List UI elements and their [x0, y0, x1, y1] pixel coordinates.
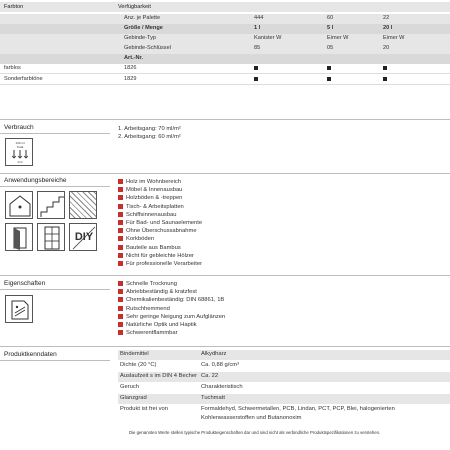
table-row: [118, 383, 450, 393]
consumption-icon: 130 ml Total 1m²: [5, 138, 33, 166]
bullet-icon: [118, 289, 123, 294]
list-item: Rutschhemmend: [118, 305, 170, 313]
table-row: [0, 75, 450, 85]
list-item: Holz im Wohnbereich: [118, 178, 181, 186]
row-key: Bindemittel: [120, 351, 149, 357]
list-item: Möbel & Innenausbau: [118, 186, 182, 194]
row-key: Geruch: [120, 384, 140, 390]
bullet-icon: [118, 330, 123, 335]
house-icon: [5, 191, 33, 219]
section-divider: [0, 275, 450, 276]
bullet-icon: [118, 306, 123, 311]
resistance-icon: [5, 295, 33, 323]
availability-mark: [383, 64, 387, 73]
bullet-icon: [118, 253, 123, 258]
list-item: Holzböden & -treppen: [118, 194, 182, 202]
section-underline: [0, 289, 110, 290]
table-row: [118, 361, 450, 371]
product-name: Sonderfarbtöne: [4, 76, 43, 82]
section-divider: [0, 346, 450, 347]
section-underline: [0, 133, 110, 134]
bullet-icon: [118, 322, 123, 327]
col-farbton: Farbton: [4, 4, 24, 10]
list-item: Ohne Überschussabnahme: [118, 227, 197, 235]
row-value: Charakteristisch: [201, 384, 243, 390]
eigenschaften-title: Eigenschaften: [4, 280, 46, 287]
col-verfuegbarkeit: Verfügbarkeit: [118, 4, 151, 10]
anwendung-title: Anwendungsbereiche: [4, 177, 67, 184]
window-icon: [37, 223, 65, 251]
list-item: Bauteile aus Bambus: [118, 244, 181, 252]
section-divider: [0, 119, 450, 120]
bullet-icon: [118, 314, 123, 319]
diy-icon: DIY: [69, 223, 97, 251]
verbrauch-line: 1. Arbeitsgang: 70 ml/m²: [118, 126, 181, 132]
table-row: Gebinde-Typ Kanister W Eimer W Eimer W: [0, 34, 450, 44]
list-item: Schwerentflammbar: [118, 329, 178, 337]
row-value: Ca. 0,88 g/cm³: [201, 362, 240, 368]
list-item: Sehr geringe Neigung zum Aufglänzen: [118, 313, 225, 321]
stairs-icon: [37, 191, 65, 219]
row-value-continued: Kohlenwasserstoffen und Butanonoxim: [201, 415, 302, 421]
list-item: Schiffsinnenausbau: [118, 211, 177, 219]
table-row: [118, 350, 450, 360]
table-row: Gebinde-Schlüssel 85 05 20: [0, 44, 450, 54]
availability-mark: [254, 75, 258, 84]
row-key: Glanzgrad: [120, 395, 147, 401]
list-item: Schnelle Trocknung: [118, 280, 177, 288]
row-value: Ca. 22: [201, 373, 219, 379]
availability-mark: [327, 64, 331, 73]
table-row: Anz. je Palette 444 60 22: [0, 14, 450, 24]
table-row: [0, 64, 450, 74]
table-row: Größe / Menge 1 l 5 l 20 l: [0, 24, 450, 34]
produktkenndaten-title: Produktkenndaten: [4, 351, 57, 358]
verbrauch-line: 2. Arbeitsgang: 60 ml/m²: [118, 134, 181, 140]
product-artnr: 1826: [124, 65, 137, 71]
table-row: [118, 372, 450, 382]
section-underline: [0, 360, 110, 361]
product-artnr: 1829: [124, 76, 137, 82]
availability-mark: [327, 75, 331, 84]
product-name: farblos: [4, 65, 21, 71]
row-value: Tuchmatt: [201, 395, 225, 401]
row-key: Dichte (20 °C): [120, 362, 157, 368]
section-divider: [0, 173, 450, 174]
list-item: Natürliche Optik und Haptik: [118, 321, 197, 329]
table-header: [0, 2, 450, 12]
list-item: Chemikalienbeständig: DIN 68861, 1B: [118, 296, 224, 304]
availability-mark: [254, 64, 258, 73]
table-row: [118, 405, 450, 424]
table-row: Art.-Nr.: [0, 54, 450, 64]
list-item: Für Bad- und Saunaelemente: [118, 219, 202, 227]
door-icon: [5, 223, 33, 251]
row-key: Auslaufzeit s im DIN 4 Becher: [120, 373, 197, 379]
bullet-icon: [118, 195, 123, 200]
bullet-icon: [118, 236, 123, 241]
footnote: Die genannten Werte stellen typische Produkteigenschaften dar und sind nicht als verbindliche Produktspezifikationen zu verstehen.: [129, 430, 381, 435]
verbrauch-title: Verbrauch: [4, 124, 34, 131]
availability-mark: [383, 75, 387, 84]
row-value: Formaldehyd, Schwermetallen, PCB, Lindan, PCT, PCP, Blei, halogenierten: [201, 406, 395, 412]
list-item: Abriebbeständig & kratzfest: [118, 288, 197, 296]
bullet-icon: [118, 179, 123, 184]
bullet-icon: [118, 220, 123, 225]
row-value: Alkydharz: [201, 351, 227, 357]
bullet-icon: [118, 187, 123, 192]
list-item: Korkböden: [118, 235, 154, 243]
bullet-icon: [118, 245, 123, 250]
bullet-icon: [118, 281, 123, 286]
section-underline: [0, 186, 110, 187]
bullet-icon: [118, 204, 123, 209]
floor-icon: [69, 191, 97, 219]
row-key: Produkt ist frei von: [120, 406, 169, 412]
list-item: Tisch- & Arbeitsplatten: [118, 203, 184, 211]
table-row: [118, 394, 450, 404]
list-item: Für professionelle Verarbeiter: [118, 260, 202, 268]
bullet-icon: [118, 297, 123, 302]
bullet-icon: [118, 228, 123, 233]
bullet-icon: [118, 212, 123, 217]
list-item: Nicht für gebleichte Hölzer: [118, 252, 194, 260]
bullet-icon: [118, 261, 123, 266]
